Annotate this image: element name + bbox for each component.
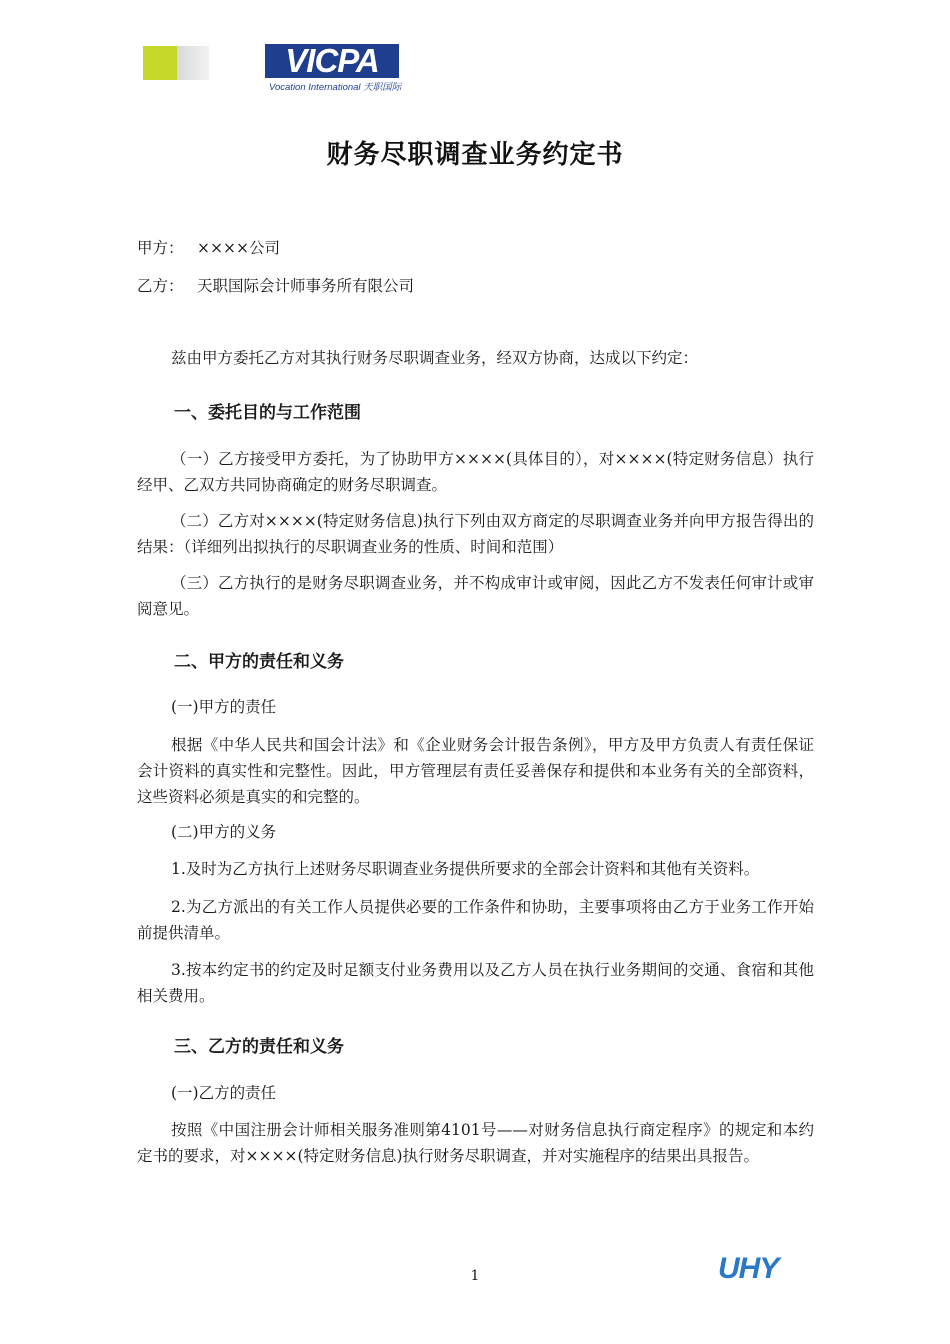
party-a-line — [137, 236, 280, 258]
section-1-paragraph-1: （一）乙方接受甲方委托，为了协助甲方××××(具体目的），对××××(特定财务信息）执行经甲、乙双方共同协商确定的财务尽职调查。 — [137, 450, 814, 494]
party-a-label: 甲方： — [137, 239, 184, 257]
uhy-logo: UHY — [718, 1252, 779, 1285]
section-2-heading: 二、甲方的责任和义务 — [174, 652, 344, 672]
section-2-paragraph-1: 根据《中华人民共和国会计法》和《企业财务会计报告条例》，甲方及甲方负责人有责任保证会计资料的真实性和完整性。因此，甲方管理层有责任妥善保存和提供和本业务有关的全部资料，这些资料必须是真实的和完整的。 — [137, 736, 814, 806]
section-2-subheading-2: (二)甲方的义务 — [171, 823, 277, 841]
party-a-value: ××××公司 — [197, 239, 280, 257]
section-1-paragraph-2: （二）乙方对××××(特定财务信息)执行下列由双方商定的尽职调查业务并向甲方报告得出的结果：（详细列出拟执行的尽职调查业务的性质、时间和范围） — [137, 512, 814, 556]
section-3-subheading-1: (一)乙方的责任 — [171, 1084, 277, 1102]
party-b-label: 乙方： — [137, 277, 184, 295]
page-number: 1 — [470, 1268, 480, 1284]
intro-paragraph: 兹由甲方委托乙方对其执行财务尽职调查业务，经双方协商，达成以下约定： — [171, 349, 699, 367]
party-b-value: 天职国际会计师事务所有限公司 — [197, 277, 415, 295]
section-1-heading: 一、委托目的与工作范围 — [174, 403, 361, 423]
vicpa-logo-tagline: Vocation International 天职国际 — [269, 82, 402, 93]
party-b-line — [137, 274, 414, 296]
vicpa-logo — [265, 42, 402, 93]
section-2-subheading-1: (一)甲方的责任 — [171, 698, 277, 716]
grey-color-block — [177, 46, 209, 80]
section-3-heading: 三、乙方的责任和义务 — [174, 1037, 344, 1057]
header-logos — [143, 44, 443, 92]
vicpa-logo-text: VICPA — [285, 42, 379, 79]
green-color-block — [143, 46, 177, 80]
section-2-item-2: 2.为乙方派出的有关工作人员提供必要的工作条件和协助，主要事项将由乙方于业务工作开始前提供清单。 — [137, 898, 814, 942]
section-2-item-1: 1.及时为乙方执行上述财务尽职调查业务提供所要求的全部会计资料和其他有关资料。 — [171, 860, 760, 878]
document-title: 财务尽职调查业务约定书 — [326, 140, 624, 170]
section-3-paragraph-1: 按照《中国注册会计师相关服务准则第4101号——对财务信息执行商定程序》的规定和本约定书的要求，对××××(特定财务信息)执行财务尽职调查，并对实施程序的结果出具报告。 — [137, 1121, 814, 1165]
section-2-item-3: 3.按本约定书的约定及时足额支付业务费用以及乙方人员在执行业务期间的交通、食宿和其他相关费用。 — [137, 961, 814, 1005]
section-1-paragraph-3: （三）乙方执行的是财务尽职调查业务，并不构成审计或审阅，因此乙方不发表任何审计或审阅意见。 — [137, 574, 814, 618]
